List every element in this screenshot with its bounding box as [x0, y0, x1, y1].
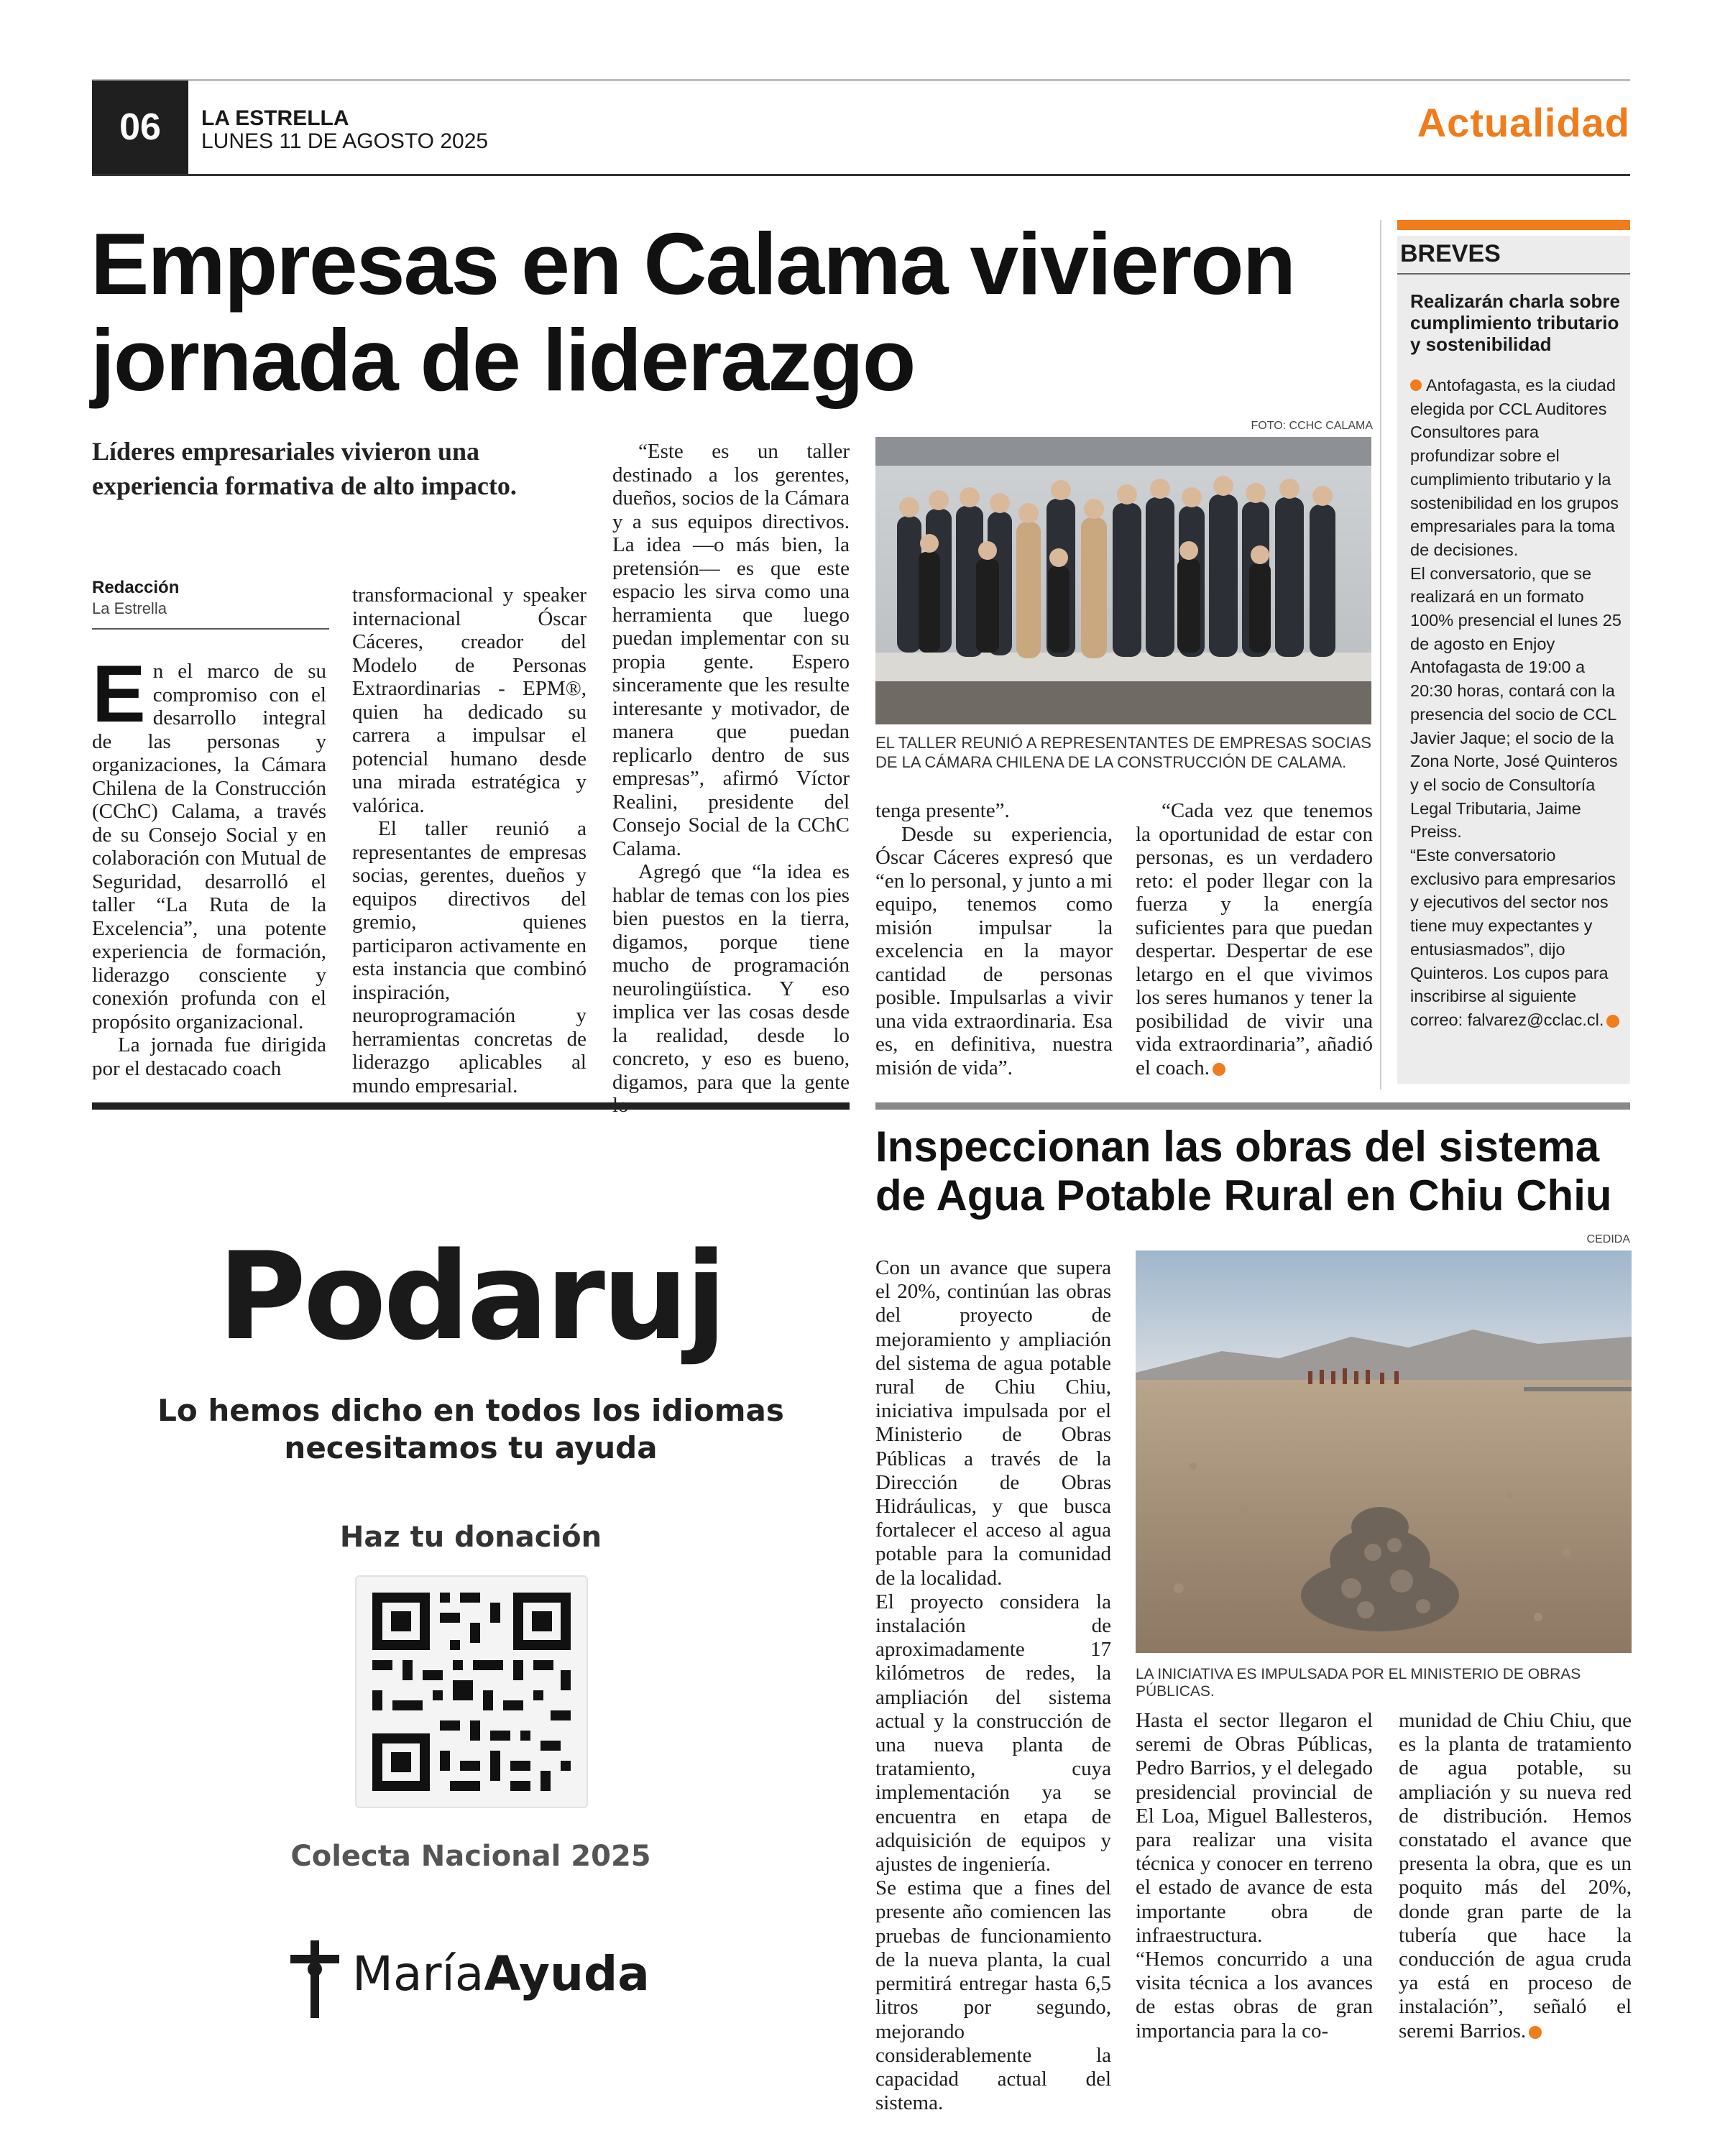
end-mark-icon — [1529, 2026, 1542, 2039]
lead-paragraph-8: Desde su experiencia, Óscar Cáceres expresó que “en lo personal, y junto a mi equipo, tenemos como misión impulsar la excelencia en la mayor cantidad de personas posible. Impulsarlas a vivir una vida extraordinaria. Esa es, en definitiva, nuestra misión de vida”. — [875, 822, 1113, 1079]
lead-column-4 — [875, 799, 1113, 1094]
lead-paragraph-2: La jornada fue dirigida por el destacado coach — [92, 1033, 326, 1080]
second-column-1 — [875, 1256, 1111, 2115]
second-paragraph-3: Se estima que a fines del presente año comiencen las pruebas de funcionamiento de la nueva planta, la cual permitirá entregar hasta 6,5 litros por segundo, mejorando considerablemente la capacidad actual del sistema. — [875, 1876, 1111, 2115]
photo-credit: CEDIDA — [1586, 1233, 1630, 1245]
lead-paragraph-6: Agregó que “la idea es hablar de temas con los pies bien puestos en la tierra, digamos, porque tiene mucho de programación neurolingüística. Y eso implica ver las cosas desde la realidad, desde lo concreto, y eso es bueno, digamos, para que la gente — [612, 860, 850, 1094]
lead-column-1 — [92, 649, 326, 1091]
lead-paragraph-9: “Cada vez que tenemos la oportunidad de estar con personas, es un verdadero reto: el poder llegar con la fuerza y la energía suficientes para que puedan despertar. Despertar de ese letargo en el que vivimos los seres humanos y tener la posibilidad de vivir una vida extraordinaria”, añadió el coach. — [1136, 799, 1373, 1079]
second-column-3 — [1399, 1709, 1632, 2068]
lead-column-5 — [1136, 799, 1373, 1094]
qr-code-icon — [355, 1575, 588, 1808]
lead-paragraph-7: tenga presente”. — [875, 799, 1010, 822]
second-paragraph-4: Hasta el sector llegaron el seremi de Obras Públicas, Pedro Barrios, y el delegado presidencial provincial de El Loa, Miguel Ballesteros, para realizar una visita técnica y conocer en terreno el estado de avance de esta importante obra de infraestructura. — [1136, 1709, 1373, 1947]
advertisement — [92, 1121, 850, 2077]
second-paragraph-1: Con un avance que supera el 20%, continúan las obras del proyecto de mejoramiento y ampliación del sistema de agua potable rural de Chiu Chiu, iniciativa impulsada por el Ministerio de Obras Públicas a través de la Dirección de Obras Hidráulicas, y que busca fortalecer el acceso al agua potable para la comunidad de la localidad. — [875, 1256, 1111, 1590]
lead-paragraph-1: n el marco de su compromiso con el desarrollo integral de las personas y organizaciones, la Cámara Chilena de la Construcción (CChC) Calama, a través de su Consejo Social y en colaboración con Mutual de Seguridad, desarrolló el taller “La Ruta de la Excelencia”, una potente experiencia de formación, liderazgo consciente y conexión profunda con el propósito organizacional. — [92, 660, 326, 1033]
breves-paragraph-3: “Este conversatorio exclusivo para empresarios y ejecutivos del sector nos tiene muy expectantes y entusiasmados”, dijo Quinteros. Los cupos para inscribirse al siguiente correo: falvarez@cclac.cl. — [1410, 846, 1616, 1029]
logo-text-regular: María — [352, 1946, 484, 2001]
second-column-2 — [1136, 1709, 1373, 2068]
drop-cap: E — [92, 649, 146, 739]
breves-headline: Realizarán charla sobre cumplimiento tributario y sostenibilidad — [1410, 290, 1620, 355]
second-paragraph-2: El proyecto considera la instalación de aproximadamente 17 kilómetros de redes, la ampliación del sistema actual y la construcción de una nueva planta de tratamiento, cuya implementación ya se encuentra en etapa de adquisición de equipos y ajustes de ingeniería. — [875, 1590, 1111, 1876]
header-top-rule — [92, 79, 1630, 81]
desert-photo — [1136, 1250, 1632, 1653]
lead-headline: Empresas en Calama vivieron jornada de liderazgo — [91, 215, 1295, 409]
breves-accent-bar — [1397, 220, 1630, 230]
ad-brand: Podaruj — [217, 1226, 724, 1367]
byline-source: La Estrella — [92, 599, 167, 617]
ad-tagline-1: Lo hemos dicho en todos los idiomas — [157, 1393, 784, 1428]
section-divider-left — [92, 1102, 850, 1110]
second-paragraph-6: munidad de Chiu Chiu, que es la planta de tratamiento de agua potable, su ampliación y su nueva red de distribución. Hemos constatado el avance que presenta la obra, que es un poquito más del 20%, donde gran parte de la tubería que hace la conducción de agua cruda ya está en proceso de instalación”, señaló el seremi Barrios. — [1399, 1709, 1632, 2042]
end-mark-icon — [1606, 1015, 1619, 1028]
page-number: 06 — [92, 80, 188, 174]
lead-column-2 — [352, 584, 586, 1097]
maria-ayuda-logo — [286, 1940, 660, 2019]
lead-deck: Líderes empresariales vivieron una experiencia formativa de alto impacto. — [92, 437, 517, 500]
lead-paragraph-4: El taller reunió a representantes de empresas socias, gerentes, dueños y equipos directivos del gremio, quienes participaron activamente en esta instancia que combinó inspiración, neuroprogramación y herramientas concretas de liderazgo aplicables al mundo empresarial. — [352, 817, 586, 1097]
lead-column-3 — [612, 440, 850, 1094]
byline-author: Redacción — [92, 578, 180, 597]
newspaper-name: LA ESTRELLA — [201, 106, 349, 130]
logo-text-bold: Ayuda — [484, 1946, 650, 2001]
photo-credit: FOTO: CCHC CALAMA — [1251, 420, 1373, 432]
issue-date: LUNES 11 DE AGOSTO 2025 — [201, 129, 489, 153]
photo-caption: LA INICIATIVA ES IMPULSADA POR EL MINISTERIO DE OBRAS PÚBLICAS. — [1136, 1666, 1581, 1700]
cross-icon — [286, 1940, 344, 2019]
group-photo — [875, 437, 1371, 724]
breves-label: BREVES — [1400, 240, 1501, 267]
ad-tagline-2: necesitamos tu ayuda — [284, 1430, 658, 1465]
ad-campaign: Colecta Nacional 2025 — [290, 1840, 651, 1873]
ad-call-to-action: Haz tu donación — [339, 1521, 602, 1554]
breves-body — [1410, 374, 1623, 1032]
breves-paragraph-2: El conversatorio, que se realizará en un formato 100% presencial el lunes 25 de agosto en Enjoy Antofagasta de 19:00 a 20:30 horas, contará con la presencia del socio de CCL Javier Jaque; el socio de la Zona Norte, José Quinteros y el socio de Consultoría Legal Tributaria, Jaime Preiss. — [1410, 563, 1622, 842]
column-divider — [1380, 220, 1381, 1089]
second-paragraph-5: “Hemos concurrido a una visita técnica a los avances de estas obras de gran importancia para la co- — [1136, 1948, 1373, 2042]
section-divider-right — [875, 1102, 1630, 1110]
second-headline: Inspeccionan las obras del sistema de Agua Potable Rural en Chiu Chiu — [875, 1123, 1612, 1220]
end-mark-icon — [1213, 1063, 1225, 1076]
breves-rule — [1397, 273, 1630, 275]
bullet-icon — [1410, 379, 1422, 391]
breves-paragraph-1: Antofagasta, es la ciudad elegida por CCL Auditores Consultores para profundizar sobre el cumplimiento tributario y la sostenibilidad en los grupos empresariales para la toma de decisiones. — [1410, 376, 1619, 559]
byline-divider — [92, 628, 329, 630]
lead-paragraph-3: transformacional y speaker internacional Óscar Cáceres, creador del Modelo de Personas Extraordinarias - EPM®, quien ha dedicado su carrera a impulsar el potencial humano desde una mirada estratégica y valórica. — [352, 584, 586, 817]
photo-caption: EL TALLER REUNIÓ A REPRESENTANTES DE EMPRESAS SOCIAS DE LA CÁMARA CHILENA DE LA CONSTRUCCIÓN DE CALAMA. — [875, 734, 1371, 771]
lead-paragraph-5: “Este es un taller destinado a los gerentes, dueños, socios de la Cámara y a sus equipos directivos. La idea —o más bien, la pretensión— es que este espacio les sirva como una herramienta que luego puedan implementar con su propia gente. Espero sinceramente que les resulte interesante y motivador, de manera que puedan replicarlo dentro de sus empresas”, afirmó Víctor Realini, presidente del Consejo Social de la CChC Calama. — [612, 440, 850, 860]
section-title: Actualidad — [1417, 100, 1630, 145]
header-rule — [92, 174, 1630, 176]
